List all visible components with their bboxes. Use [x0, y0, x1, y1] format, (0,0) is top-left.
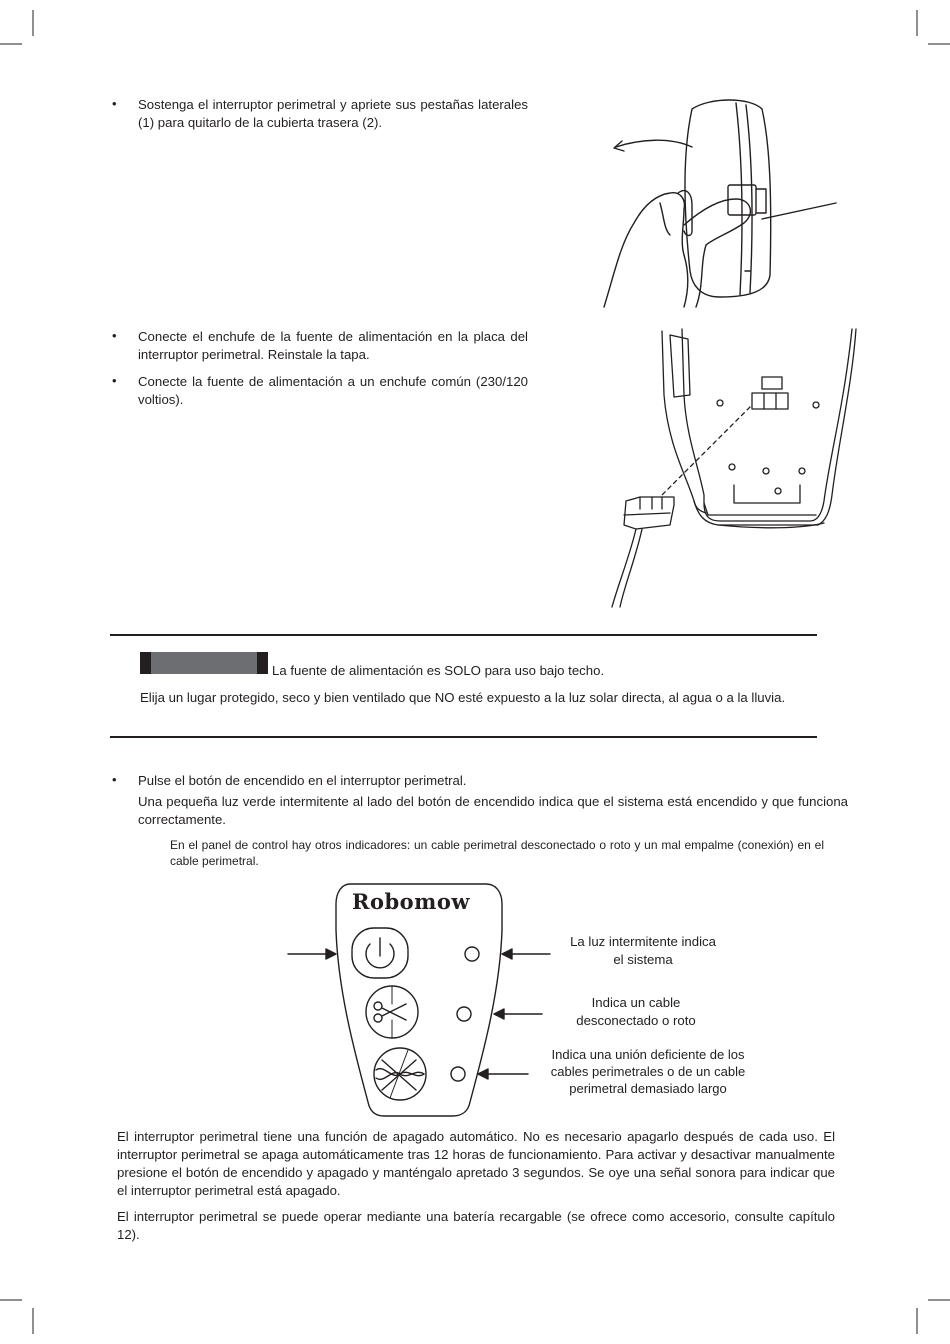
instruction-remove-switch: Sostenga el interruptor perimetral y apriete sus pestañas laterales (1) para quitarlo de la cubierta trasera (2). — [138, 97, 528, 130]
warning-body: Elija un lugar protegido, seco y bien ventilado que NO esté expuesto a la luz solar directa, al agua o a la lluvia. — [140, 690, 786, 705]
illustration-hand-removing-switch — [600, 95, 840, 315]
label-status-light — [548, 933, 738, 969]
bullet-dot: • — [112, 328, 117, 343]
instruction-connect-plug: Conecte el enchufe de la fuente de alimentación en la placa del interruptor perimetral. Reinstale la tapa. — [138, 329, 528, 362]
warning-top-rule — [110, 634, 817, 636]
instruction-press-power: Pulse el botón de encendido en el interruptor perimetral. — [138, 773, 467, 788]
bullet-dot: • — [112, 96, 117, 111]
brand-logo: Robomow — [352, 889, 470, 914]
label-line: cables perimetrales o de un cable — [550, 1064, 746, 1079]
bullet-dot: • — [112, 373, 117, 388]
label-line: perimetral demasiado largo — [569, 1081, 727, 1096]
warning-headline: La fuente de alimentación es SOLO para uso bajo techo. — [272, 663, 605, 678]
label-line: desconectado o roto — [576, 1013, 696, 1028]
label-line: Indica un cable — [591, 995, 681, 1010]
auto-shutoff-paragraph: El interruptor perimetral tiene una función de apagado automático. No es necesario apagarlo después de cada uso. El interruptor perimetral se apaga automáticamente tras 12 horas de funcionamiento. Para activar y desactivar manualmente presione el botón de encendido y apagado y manténgalo apretado 3 segundos. Se oye una señal sonora para indicar que el interruptor perimetral está apagado. — [117, 1129, 835, 1198]
label-cut-wire — [550, 994, 722, 1030]
indicators-note: En el panel de control hay otros indicadores: un cable perimetral desconectado o roto y un mal empalme (conexión) en el cable perimetral. — [170, 838, 824, 868]
label-line: el sistema — [613, 952, 673, 967]
label-bad-splice — [528, 1046, 768, 1097]
power-light-description: Una pequeña luz verde intermitente al lado del botón de encendido indica que el sistema está encendido y que funciona correctamente. — [138, 794, 848, 827]
warning-bottom-rule — [110, 736, 817, 738]
battery-paragraph: El interruptor perimetral se puede operar mediante una batería recargable (se ofrece como accesorio, consulte capítulo 12). — [117, 1209, 835, 1242]
instruction-connect-outlet: Conecte la fuente de alimentación a un enchufe común (230/120 voltios). — [138, 374, 528, 407]
label-line: La luz intermitente indica — [570, 934, 716, 949]
label-line: Indica una unión deficiente de los — [551, 1047, 745, 1062]
illustration-connector-board — [600, 325, 870, 615]
bullet-dot: • — [112, 772, 117, 787]
warning-badge — [140, 652, 268, 674]
